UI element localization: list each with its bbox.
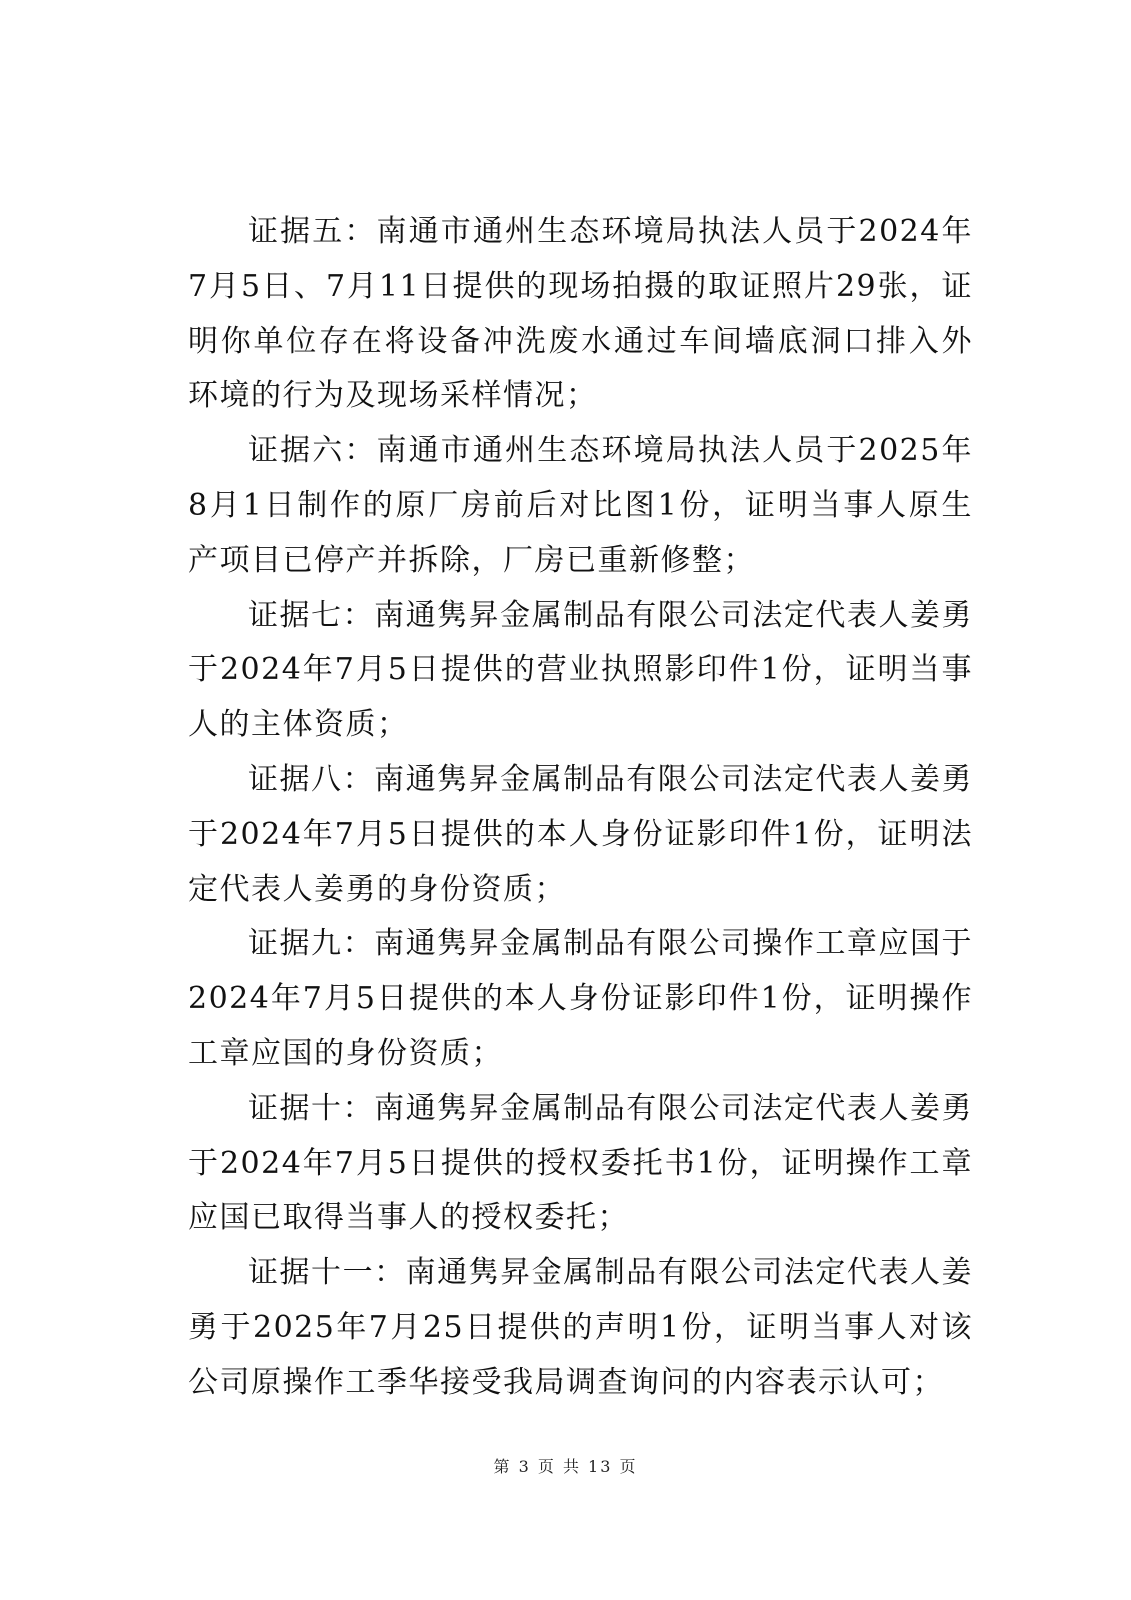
- page-number-footer: 第 3 页 共 13 页: [493, 1457, 638, 1476]
- evidence-paragraph-8: 证据八：南通隽昇金属制品有限公司法定代表人姜勇于2024年7月5日提供的本人身份证影印件1份，证明法定代表人姜勇的身份资质；: [188, 761, 973, 907]
- evidence-paragraph-5: 证据五：南通市通州生态环境局执法人员于2024年7月5日、7月11日提供的现场拍摄的取证照片29张，证明你单位存在将设备冲洗废水通过车间墙底洞口排入外环境的行为及现场采样情况；: [188, 214, 973, 414]
- evidence-paragraph-11: 证据十一：南通隽昇金属制品有限公司法定代表人姜勇于2025年7月25日提供的声明1份，证明当事人对该公司原操作工季华接受我局调查询问的内容表示认可；: [188, 1255, 973, 1400]
- evidence-paragraph-9: 证据九：南通隽昇金属制品有限公司操作工章应国于2024年7月5日提供的本人身份证影印件1份，证明操作工章应国的身份资质；: [188, 926, 973, 1071]
- document-body: [188, 205, 973, 1411]
- evidence-paragraph-7: 证据七：南通隽昇金属制品有限公司法定代表人姜勇于2024年7月5日提供的营业执照影印件1份，证明当事人的主体资质；: [188, 597, 973, 743]
- evidence-paragraph-10: 证据十：南通隽昇金属制品有限公司法定代表人姜勇于2024年7月5日提供的授权委托书1份，证明操作工章应国已取得当事人的授权委托；: [188, 1090, 973, 1236]
- evidence-paragraph-6: 证据六：南通市通州生态环境局执法人员于2025年8月1日制作的原厂房前后对比图1份，证明当事人原生产项目已停产并拆除，厂房已重新修整；: [188, 433, 973, 578]
